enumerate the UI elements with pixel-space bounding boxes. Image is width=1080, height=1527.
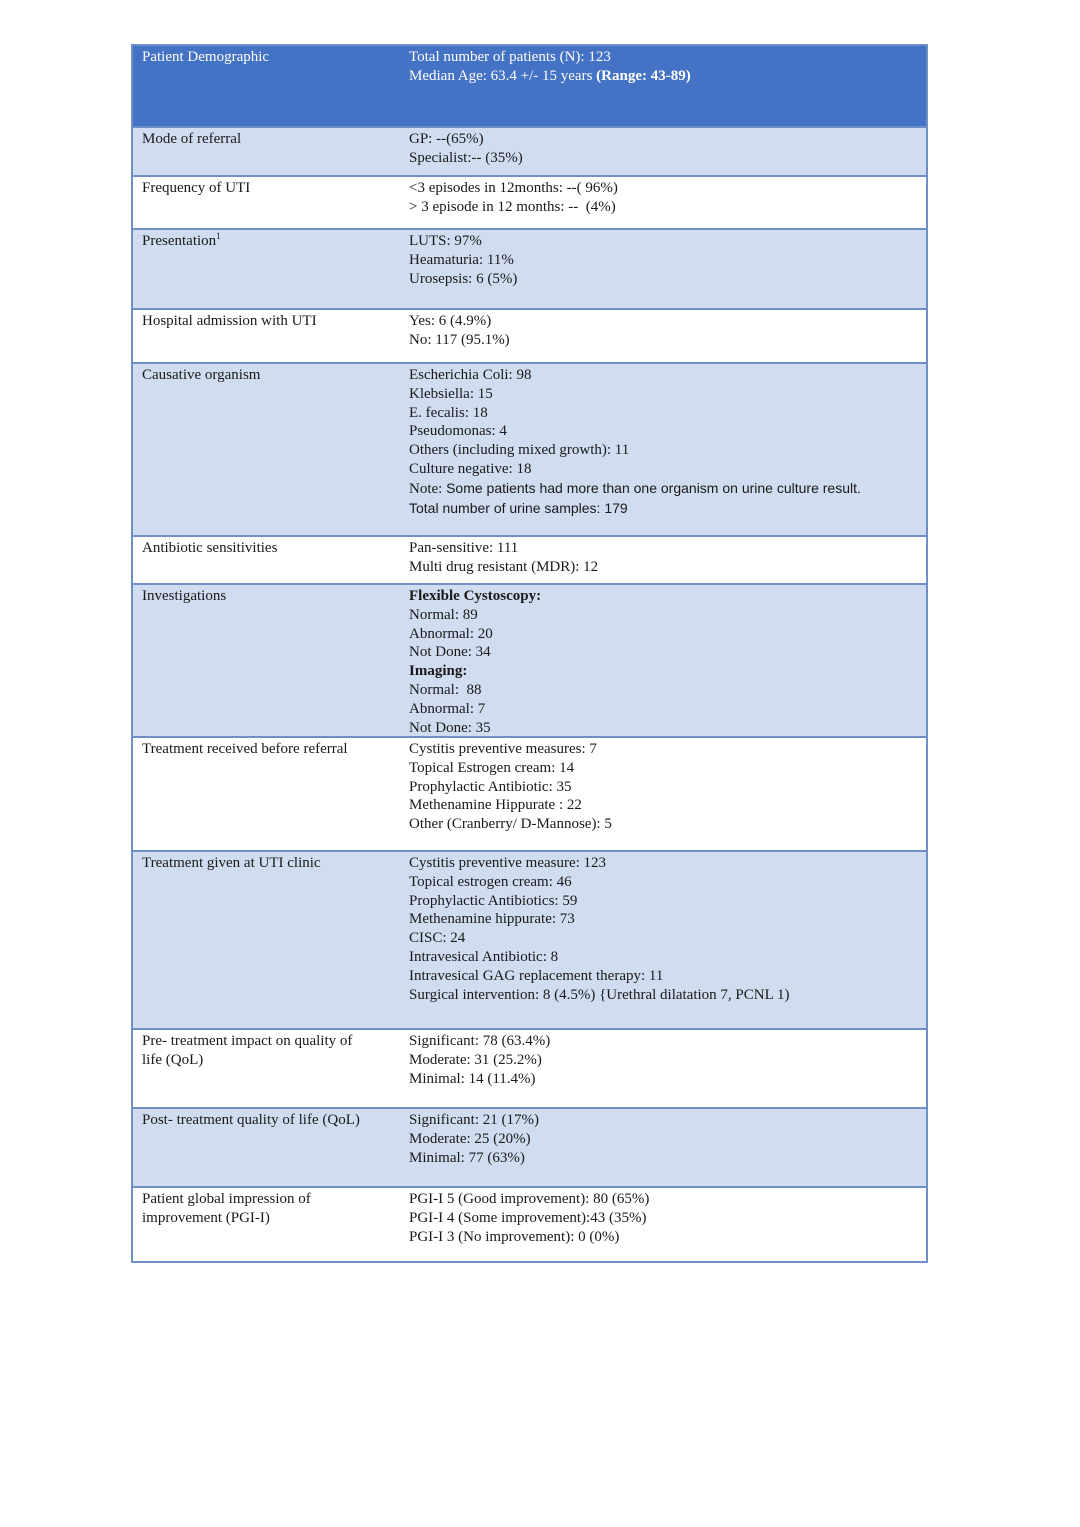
value-line: Abnormal: 20 [409,625,493,642]
value-line: Prophylactic Antibiotic: 35 [409,778,572,795]
value-line: PGI-I 5 (Good improvement): 80 (65%) [409,1191,650,1207]
value-line: Cystitis preventive measures: 7 [409,741,597,757]
table-row-investigations [133,583,926,736]
value-line: Other (Cranberry/ D-Mannose): 5 [409,816,612,833]
table-row-treatment-before-referral [133,736,926,850]
row-label: Hospital admission with UTI [142,313,317,329]
value-line: PGI-I 4 (Some improvement):43 (35%) [409,1209,647,1226]
value-line: Abnormal: 7 [409,700,486,717]
value-line: Methenamine Hippurate : 22 [409,797,582,814]
value-line: Significant: 21 (17%) [409,1112,539,1128]
row-value [400,1030,926,1107]
value-line: Urosepsis: 6 (5%) [409,270,518,287]
value-line: Normal: 88 [409,681,482,698]
footnote-marker: 1 [216,231,221,241]
table-row-frequency-of-uti [133,175,926,228]
row-label [133,1030,400,1107]
value-line: Pseudomonas: 4 [409,423,507,440]
value-line: PGI-I 3 (No improvement): 0 (0%) [409,1228,620,1245]
row-label-text: Presentation [142,233,217,249]
value-line: Specialist:-- (35%) [409,149,523,166]
cystoscopy-heading: Flexible Cystoscopy: [409,588,542,604]
value-line: Moderate: 25 (20%) [409,1130,531,1147]
row-label-line: life (QoL) [142,1051,204,1068]
row-label: Treatment received before referral [142,741,348,757]
value-line: CISC: 24 [409,930,466,947]
value-line: Minimal: 77 (63%) [409,1149,525,1166]
value-line: Heamaturia: 11% [409,251,514,268]
table-row-pre-treatment-qol [133,1028,926,1107]
row-label-line: improvement (PGI-I) [142,1209,270,1226]
table-row-causative-organism [133,362,926,535]
row-value [400,230,926,308]
row-label: Antibiotic sensitivities [142,540,278,556]
value-line: Surgical intervention: 8 (4.5%) {Urethral dilatation 7, PCNL 1) [409,986,790,1003]
row-label: Treatment given at UTI clinic [142,855,321,871]
row-value [400,128,926,175]
value-line: Escherichia Coli: 98 [409,367,532,383]
value-line: E. fecalis: 18 [409,404,488,421]
row-label: Post- treatment quality of life (QoL) [142,1112,360,1128]
value-line: Klebsiella: 15 [409,385,493,402]
value-line: Topical estrogen cream: 46 [409,873,572,890]
total-patients-text: Total number of patients (N): 123 [409,49,611,65]
row-value [400,738,926,850]
imaging-heading: Imaging: [409,663,468,680]
row-label [133,1188,400,1261]
value-line: <3 episodes in 12months: --( 96%) [409,180,618,196]
median-age-text: Median Age: 63.4 +/- 15 years [409,67,597,84]
row-value [400,364,926,535]
demographics-table [131,44,928,1263]
note-prefix: Note: [409,480,447,497]
value-line: Minimal: 14 (11.4%) [409,1070,536,1087]
row-label: Causative organism [142,367,261,383]
table-row-patient-demographic [133,46,926,126]
value-line: GP: --(65%) [409,131,484,147]
row-value [400,852,926,1028]
total-samples-text: Total number of urine samples: 179 [409,499,628,516]
row-value [400,310,926,362]
median-age-line [409,67,918,86]
value-line: Prophylactic Antibiotics: 59 [409,892,578,909]
table-row-antibiotic-sensitivities [133,535,926,583]
value-line: Moderate: 31 (25.2%) [409,1051,542,1068]
value-line: Intravesical GAG replacement therapy: 11 [409,967,664,984]
table-row-pgi-i [133,1186,926,1261]
value-line: Intravesical Antibiotic: 8 [409,948,559,965]
age-range-text: (Range: 43-89) [596,67,691,84]
row-label-line: Pre- treatment impact on quality of [142,1033,353,1049]
table-row-post-treatment-qol [133,1107,926,1186]
value-line: Not Done: 35 [409,719,491,736]
value-line: Significant: 78 (63.4%) [409,1033,551,1049]
value-line: Normal: 89 [409,606,478,623]
row-label [133,230,400,308]
row-value [400,46,926,126]
value-line: Pan-sensitive: 111 [409,540,519,556]
row-value [400,1188,926,1261]
value-line: Cystitis preventive measure: 123 [409,855,607,871]
row-label: Investigations [142,588,227,604]
table-row-presentation [133,228,926,308]
value-line: Culture negative: 18 [409,460,532,477]
table-row-mode-of-referral [133,126,926,175]
value-line: Yes: 6 (4.9%) [409,313,492,329]
value-line: Others (including mixed growth): 11 [409,442,630,459]
table-row-treatment-at-clinic [133,850,926,1028]
row-label: Patient Demographic [142,49,270,65]
table-row-hospital-admission [133,308,926,362]
value-line: No: 117 (95.1%) [409,331,510,348]
row-label: Mode of referral [142,131,242,147]
row-value [400,177,926,228]
value-line: Multi drug resistant (MDR): 12 [409,558,599,575]
value-line: LUTS: 97% [409,233,482,249]
value-line: Methenamine hippurate: 73 [409,911,575,928]
value-line: Topical Estrogen cream: 14 [409,759,575,776]
culture-note [409,479,918,499]
value-line: Not Done: 34 [409,644,491,661]
note-text: Some patients had more than one organism on urine culture result. [446,479,861,496]
value-line: > 3 episode in 12 months: -- (4%) [409,198,616,215]
row-label: Frequency of UTI [142,180,251,196]
row-value [400,585,926,736]
row-label-line: Patient global impression of [142,1191,311,1207]
row-value [400,1109,926,1186]
row-value [400,537,926,583]
